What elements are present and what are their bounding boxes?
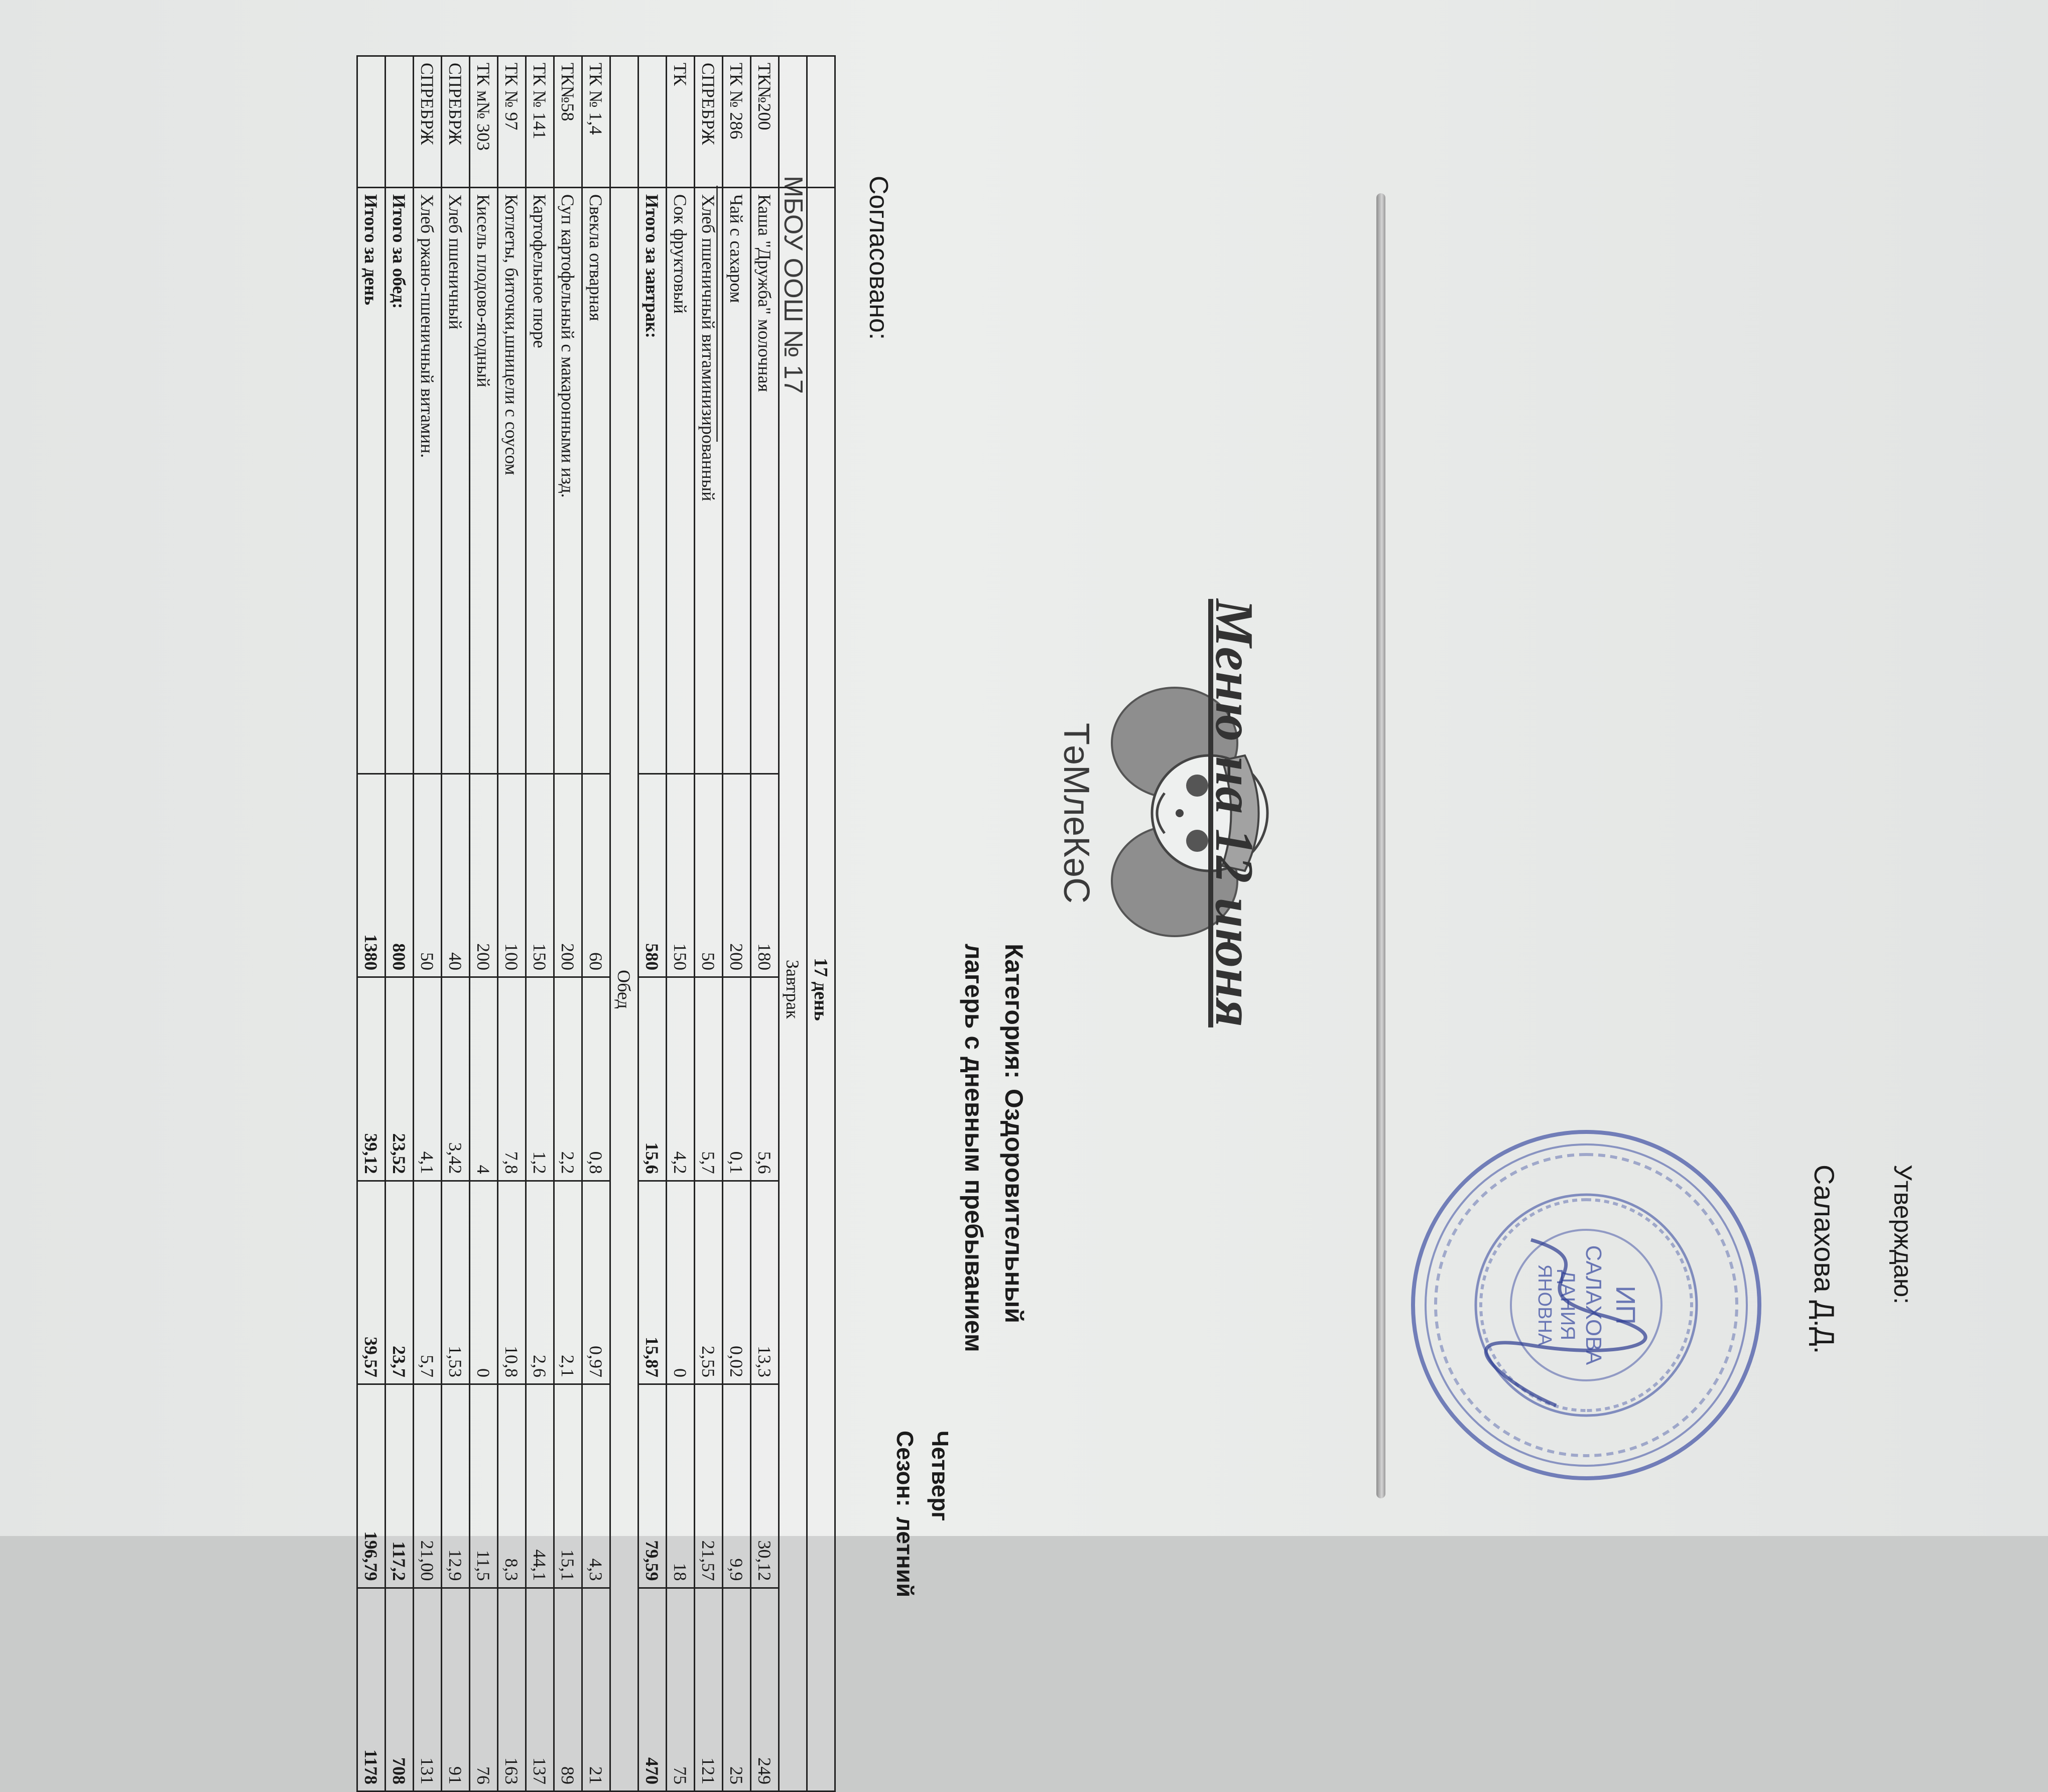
- cell-name: Каша "Дружба" молочная: [751, 187, 779, 774]
- cell-kcal: 21: [582, 1588, 610, 1791]
- day-total-row: [357, 56, 386, 1791]
- cell-code: ТК № 141: [526, 56, 554, 188]
- cell-fat: 1,53: [442, 1181, 470, 1384]
- table-row: [695, 56, 723, 1791]
- category-label: Категория:: [1000, 944, 1028, 1079]
- cell-kcal: 25: [723, 1588, 751, 1791]
- category-line2: лагерь с дневным пребыванием: [960, 944, 988, 1352]
- cell-kcal: 249: [751, 1588, 779, 1791]
- table-row: [667, 56, 695, 1791]
- cell-yield: 100: [498, 774, 526, 977]
- cell-kcal: 121: [695, 1588, 723, 1791]
- approval-right-label: Утверждаю:: [1889, 1165, 1917, 1305]
- cell-carbs: 44,1: [526, 1384, 554, 1588]
- cell-protein: 4: [470, 977, 498, 1181]
- cell-code: СПРЕБРЖ: [442, 56, 470, 188]
- cell-name: Картофельное пюре: [526, 187, 554, 774]
- cell-yield: 180: [751, 774, 779, 977]
- cell-yield: 60: [582, 774, 610, 977]
- cell-fat: 0: [667, 1181, 695, 1384]
- cell-name: Кисель плодово-ягодный: [470, 187, 498, 774]
- cell-kcal: 76: [470, 1588, 498, 1791]
- breakfast-section-row: [779, 56, 807, 1791]
- cell-carbs: 4,3: [582, 1384, 610, 1588]
- cell-carbs: 9,9: [723, 1384, 751, 1588]
- cell-name: Котлеты, биточки,шницели с соусом: [498, 187, 526, 774]
- cell-fat: 0: [470, 1181, 498, 1384]
- cell-carbs: 117,2: [386, 1384, 414, 1588]
- cell-carbs: 21,57: [695, 1384, 723, 1588]
- cell-fat: 2,6: [526, 1181, 554, 1384]
- table-row: [723, 56, 751, 1791]
- cell-code: СПРЕБРЖ: [695, 56, 723, 188]
- cell-code: [638, 56, 667, 188]
- cell-yield: 800: [386, 774, 414, 977]
- cell-yield: 50: [414, 774, 442, 977]
- lunch-total-row: [386, 56, 414, 1791]
- day-title: 17 день: [807, 187, 835, 1791]
- breakfast-title: Завтрак: [779, 187, 807, 1791]
- cell-yield: 40: [442, 774, 470, 977]
- cell-protein: 0,8: [582, 977, 610, 1181]
- cell-carbs: 12,9: [442, 1384, 470, 1588]
- cell-kcal: 1178: [357, 1588, 386, 1791]
- cell-protein: 23,52: [386, 977, 414, 1181]
- stamp-text-3: ДАНИЯ: [1557, 1269, 1579, 1341]
- cell-name: Итого за обед:: [386, 187, 414, 774]
- table-row: [582, 56, 610, 1791]
- cell-name: Чай с сахаром: [723, 187, 751, 774]
- cell-yield: 1380: [357, 774, 386, 977]
- cell-kcal: 163: [498, 1588, 526, 1791]
- cell-kcal: 131: [414, 1588, 442, 1791]
- stamp-text-4: ЯНОВНА: [1534, 1264, 1555, 1346]
- cell-name: Суп картофельный с макаронными изд.: [554, 187, 582, 774]
- cell-carbs: 8,3: [498, 1384, 526, 1588]
- breakfast-total-row: [638, 56, 667, 1791]
- cell-carbs: 79,59: [638, 1384, 667, 1588]
- category-block: [954, 944, 1034, 1496]
- table-row: [554, 56, 582, 1791]
- cell-code: ТК: [667, 56, 695, 188]
- lunch-title: Обед: [610, 187, 638, 1791]
- table-header-row: [807, 56, 835, 1791]
- cell-code: ТК № 97: [498, 56, 526, 188]
- cell-fat: 5,7: [414, 1181, 442, 1384]
- cell-protein: 39,12: [357, 977, 386, 1181]
- cell-fat: 2,1: [554, 1181, 582, 1384]
- cell-kcal: 91: [442, 1588, 470, 1791]
- approval-left-organization: МБОУ ООШ № 17: [779, 176, 808, 394]
- cell-fat: 39,57: [357, 1181, 386, 1384]
- cell-code: [386, 56, 414, 188]
- official-stamp: [1405, 1124, 1767, 1486]
- approval-right-block: [1808, 1165, 1917, 1616]
- cell-fat: 23,7: [386, 1181, 414, 1384]
- cell-protein: 5,7: [695, 977, 723, 1181]
- cell-code: ТК № 286: [723, 56, 751, 188]
- cell-fat: 10,8: [498, 1181, 526, 1384]
- cell-carbs: 15,1: [554, 1384, 582, 1588]
- decorative-rule: [1376, 193, 1385, 1498]
- cell-name: Хлеб пшеничный: [442, 187, 470, 774]
- cell-carbs: 21,00: [414, 1384, 442, 1588]
- cell-fat: 15,87: [638, 1181, 667, 1384]
- cell-yield: 150: [526, 774, 554, 977]
- cell-code: СПРЕБРЖ: [414, 56, 442, 188]
- season: [891, 1431, 919, 1597]
- cell-name: Сок фруктовый: [667, 187, 695, 774]
- cell-yield: 200: [470, 774, 498, 977]
- cell-fat: 13,3: [751, 1181, 779, 1384]
- lunch-section-row: [610, 56, 638, 1791]
- cell-yield: 150: [667, 774, 695, 977]
- cell-kcal: 470: [638, 1588, 667, 1791]
- cell-protein: 4,1: [414, 977, 442, 1181]
- cell-name: Итого за день: [357, 187, 386, 774]
- cell-yield: 50: [695, 774, 723, 977]
- cell-protein: 7,8: [498, 977, 526, 1181]
- cell-code: ТК м№ 303: [470, 56, 498, 188]
- cell-fat: 0,02: [723, 1181, 751, 1384]
- cell-fat: 2,55: [695, 1181, 723, 1384]
- season-label: Сезон:: [892, 1431, 918, 1507]
- cell-kcal: 75: [667, 1588, 695, 1791]
- cell-name: Хлеб ржано-пшеничный витамин.: [414, 187, 442, 774]
- cell-yield: 200: [554, 774, 582, 977]
- cell-yield: 580: [638, 774, 667, 977]
- cell-carbs: 11,5: [470, 1384, 498, 1588]
- table-row: [470, 56, 498, 1791]
- cell-protein: 0,1: [723, 977, 751, 1181]
- menu-table: [356, 55, 836, 1792]
- cell-protein: 3,42: [442, 977, 470, 1181]
- table-row: [498, 56, 526, 1791]
- cell-protein: 1,2: [526, 977, 554, 1181]
- cell-protein: 4,2: [667, 977, 695, 1181]
- cell-protein: 5,6: [751, 977, 779, 1181]
- tamlekes-logo: [1039, 668, 1320, 959]
- cell-protein: 2,2: [554, 977, 582, 1181]
- cell-carbs: 18: [667, 1384, 695, 1588]
- logo-text: ТәМлеКәС: [1056, 722, 1096, 904]
- cell-yield: 200: [723, 774, 751, 977]
- cell-name: Свекла отварная: [582, 187, 610, 774]
- table-row: [442, 56, 470, 1791]
- cell-name: Итого за завтрак:: [638, 187, 667, 774]
- table-row: [526, 56, 554, 1791]
- cell-code: ТК № 1,4: [582, 56, 610, 188]
- approver-name: Салахова Д.Д.: [1809, 1165, 1840, 1354]
- cell-code: ТК№200: [751, 56, 779, 188]
- cell-protein: 15,6: [638, 977, 667, 1181]
- cell-kcal: 89: [554, 1588, 582, 1791]
- stamp-text-2: САЛАХОВА: [1581, 1245, 1606, 1365]
- cell-name: Хлеб пшеничный витаминизированный: [695, 187, 723, 774]
- cell-code: ТК№58: [554, 56, 582, 188]
- cell-fat: 0,97: [582, 1181, 610, 1384]
- cell-kcal: 137: [526, 1588, 554, 1791]
- cell-carbs: 196,79: [357, 1384, 386, 1588]
- category-line1: Оздоровительный: [1000, 1089, 1028, 1324]
- cell-kcal: 708: [386, 1588, 414, 1791]
- approval-left-label: Согласовано:: [864, 176, 893, 340]
- table-row: [751, 56, 779, 1791]
- table-row: [414, 56, 442, 1791]
- cell-code: [357, 56, 386, 188]
- season-value: летний: [892, 1516, 918, 1598]
- page-title: Меню на 12 июня: [1204, 599, 1264, 1028]
- weekday: Четверг: [927, 1431, 953, 1521]
- cell-carbs: 30,12: [751, 1384, 779, 1588]
- stamp-text-1: ИП: [1610, 1286, 1640, 1325]
